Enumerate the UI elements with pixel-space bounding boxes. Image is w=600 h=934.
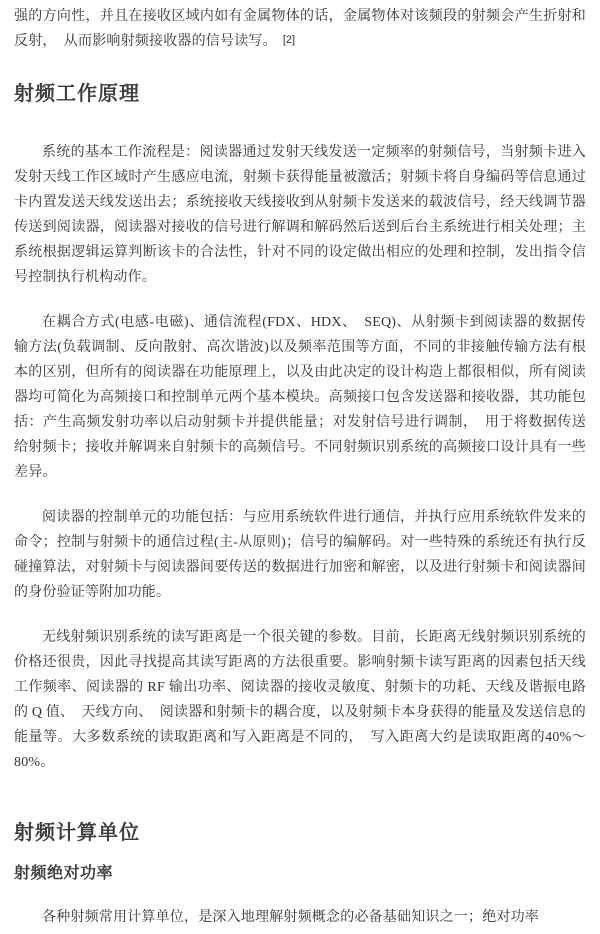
paragraph-coupling-methods: 在耦合方式(电感-电磁)、通信流程(FDX、HDX、 SEQ)、从射频卡到阅读器的数据传输方法(负载调制、反向散射、高次谐波)以及频率范围等方面，不同的非接触传输方法有根本的区别，但所有的阅读器在功能原理上，以及由此决定的设计构造上都很相似，所有阅读器均可简化为高频接口和控制单元两个基本模块。高频接口包含发送器和接收器，其功能包括：产生高频发射功率以启动射频卡并提供能量；对发射信号进行调制， 用于将数据传送给射频卡；接收并解调来自射频卡的高频信号。不同射频识别系统的高频接口设计具有一些差异。 [14, 315, 586, 480]
section-heading-rf-working-principle: 射频工作原理 [14, 83, 140, 105]
subsection-heading-rf-absolute-power: 射频绝对功率 [14, 865, 114, 882]
paragraph-control-unit-functions: 阅读器的控制单元的功能包括：与应用系统软件进行通信，并执行应用系统软件发来的命令；控制与射频卡的通信过程(主-从原则)；信号的编解码。对一些特殊的系统还有执行反碰撞算法，对射频卡与阅读器间要传送的数据进行加密和解密，以及进行射频卡和阅读器间的身份验证等附加功能。 [14, 510, 586, 600]
citation-ref-2[interactable]: [2] [282, 34, 296, 46]
intro-paragraph [14, 4, 586, 54]
section-heading-rf-calculation-units: 射频计算单位 [14, 822, 140, 844]
intro-paragraph-text: 强的方向性，并且在接收区域内如有金属物体的话，金属物体对该频段的射频会产生折射和反射， 从而影响射频接收器的信号读写。 [14, 9, 586, 49]
paragraph-basic-workflow: 系统的基本工作流程是：阅读器通过发射天线发送一定频率的射频信号，当射频卡进入发射天线工作区域时产生感应电流，射频卡获得能量被激活；射频卡将自身编码等信息通过卡内置发送天线发送出去；系统接收天线接收到从射频卡发送来的载波信号，经天线调节器传送到阅读器，阅读器对接收的信号进行解调和解码然后送到后台主系统进行相关处理；主系统根据逻辑运算判断该卡的合法性，针对不同的设定做出相应的处理和控制，发出指令信号控制执行机构动作。 [14, 145, 586, 285]
paragraph-calculation-units-intro: 各种射频常用计算单位，是深入地理解射频概念的必备基础知识之一；绝对功率 [42, 910, 539, 925]
paragraph-read-write-distance: 无线射频识别系统的读写距离是一个很关键的参数。目前，长距离无线射频识别系统的价格还很贵，因此寻找提高其读写距离的方法很重要。影响射频卡读写距离的因素包括天线工作频率、阅读器的 RF 输出功率、阅读器的接收灵敏度、射频卡的功耗、天线及谐振电路的 Q 值、 天线方向、 阅读器和射频卡的耦合度，以及射频卡本身获得的能量及发送信息的能量等。大多数系统的读取距离和写入距离是不同的， 写入距离大约是读取距离的40%～80%。 [14, 630, 586, 770]
